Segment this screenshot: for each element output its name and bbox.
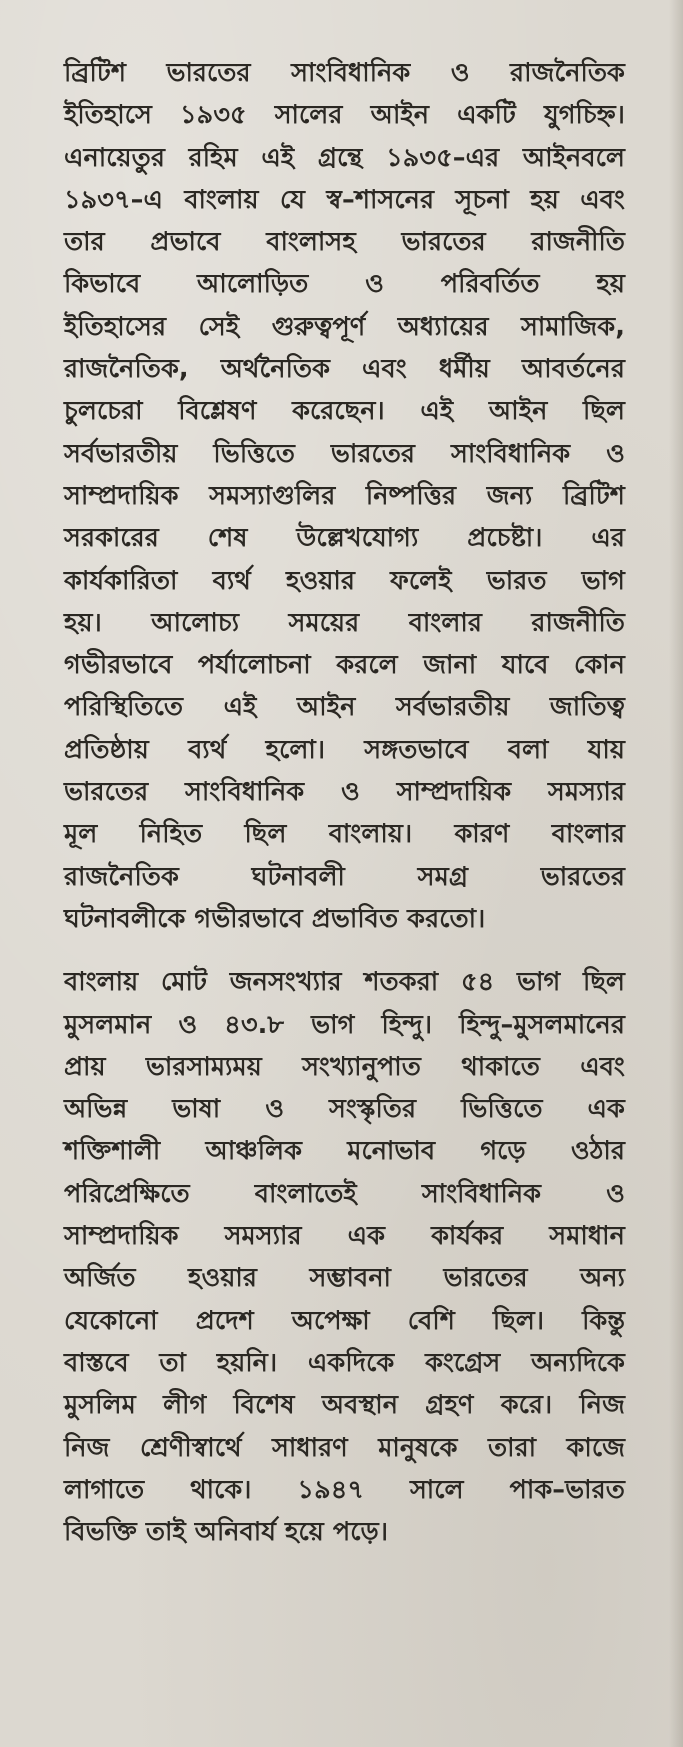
text-line: রাজনৈতিক ঘটনাবলী সমগ্র ভারতের — [64, 861, 625, 892]
text-line: হয়। আলোচ্য সময়ের বাংলার রাজনীতি — [64, 607, 625, 638]
text-line: বিভক্তি তাই অনিবার্য হয়ে পড়ে। — [64, 1517, 389, 1548]
text-line: সর্বভারতীয় ভিত্তিতে ভারতের সাংবিধানিক ও — [64, 438, 625, 469]
text-line: সাম্প্রদায়িক সমস্যার এক কার্যকর সমাধান — [64, 1221, 625, 1252]
text-line: এনায়েতুর রহিম এই গ্রন্থে ১৯৩৫–এর আইনবলে — [64, 142, 625, 173]
text-line: অর্জিত হওয়ার সম্ভাবনা ভারতের অন্য — [64, 1263, 625, 1294]
text-line: কিভাবে আলোড়িত ও পরিবর্তিত হয় — [64, 269, 625, 300]
text-line: ব্রিটিশ ভারতের সাংবিধানিক ও রাজনৈতিক — [64, 58, 625, 88]
paragraph-1 — [64, 52, 625, 940]
page-edge-shadow — [669, 0, 683, 1747]
text-line: মুসলমান ও ৪৩.৮ ভাগ হিন্দু। হিন্দু–মুসলমানের — [64, 1009, 625, 1040]
text-line: ইতিহাসের সেই গুরুত্বপূর্ণ অধ্যায়ের সামাজিক, — [64, 311, 625, 342]
text-line: সাম্প্রদায়িক সমস্যাগুলির নিষ্পত্তির জন্য ব্রিটিশ — [64, 480, 625, 511]
text-line: শক্তিশালী আঞ্চলিক মনোভাব গড়ে ওঠার — [64, 1136, 625, 1167]
text-line: ১৯৩৭–এ বাংলায় যে স্ব–শাসনের সূচনা হয় এবং — [64, 184, 625, 215]
text-line: রাজনৈতিক, অর্থনৈতিক এবং ধর্মীয় আবর্তনের — [64, 354, 625, 385]
text-line: লাগাতে থাকে। ১৯৪৭ সালে পাক–ভারত — [64, 1474, 625, 1505]
paragraph-2 — [64, 961, 625, 1553]
text-line: প্রতিষ্ঠায় ব্যর্থ হলো। সঙ্গতভাবে বলা যায় — [64, 734, 625, 765]
text-line: বাংলায় মোট জনসংখ্যার শতকরা ৫৪ ভাগ ছিল — [64, 967, 625, 998]
text-line: অভিন্ন ভাষা ও সংস্কৃতির ভিত্তিতে এক — [64, 1094, 625, 1125]
text-line: ঘটনাবলীকে গভীরভাবে প্রভাবিত করতো। — [64, 903, 486, 934]
text-line: সরকারের শেষ উল্লেখযোগ্য প্রচেষ্টা। এর — [64, 523, 625, 554]
text-line: পরিস্থিতিতে এই আইন সর্বভারতীয় জাতিত্ব — [64, 692, 625, 723]
text-line: মুসলিম লীগ বিশেষ অবস্থান গ্রহণ করে। নিজ — [64, 1390, 625, 1421]
text-line: বাস্তবে তা হয়নি। একদিকে কংগ্রেস অন্যদিকে — [64, 1347, 625, 1378]
text-line: ইতিহাসে ১৯৩৫ সালের আইন একটি যুগচিহ্ন। — [64, 100, 625, 131]
text-line: পরিপ্রেক্ষিতে বাংলাতেই সাংবিধানিক ও — [64, 1178, 625, 1209]
text-line: মূল নিহিত ছিল বাংলায়। কারণ বাংলার — [64, 819, 625, 850]
text-line: তার প্রভাবে বাংলাসহ ভারতের রাজনীতি — [64, 227, 625, 258]
text-line: ভারতের সাংবিধানিক ও সাম্প্রদায়িক সমস্যার — [64, 777, 625, 808]
text-line: কার্যকারিতা ব্যর্থ হওয়ার ফলেই ভারত ভাগ — [64, 565, 625, 596]
text-line: যেকোনো প্রদেশ অপেক্ষা বেশি ছিল। কিন্তু — [64, 1305, 625, 1336]
text-line: নিজ শ্রেণীস্বার্থে সাধারণ মানুষকে তারা কাজে — [64, 1432, 625, 1463]
text-line: চুলচেরা বিশ্লেষণ করেছেন। এই আইন ছিল — [64, 396, 625, 427]
text-line: প্রায় ভারসাম্যময় সংখ্যানুপাত থাকাতে এবং — [64, 1051, 625, 1082]
text-line: গভীরভাবে পর্যালোচনা করলে জানা যাবে কোন — [64, 650, 625, 681]
